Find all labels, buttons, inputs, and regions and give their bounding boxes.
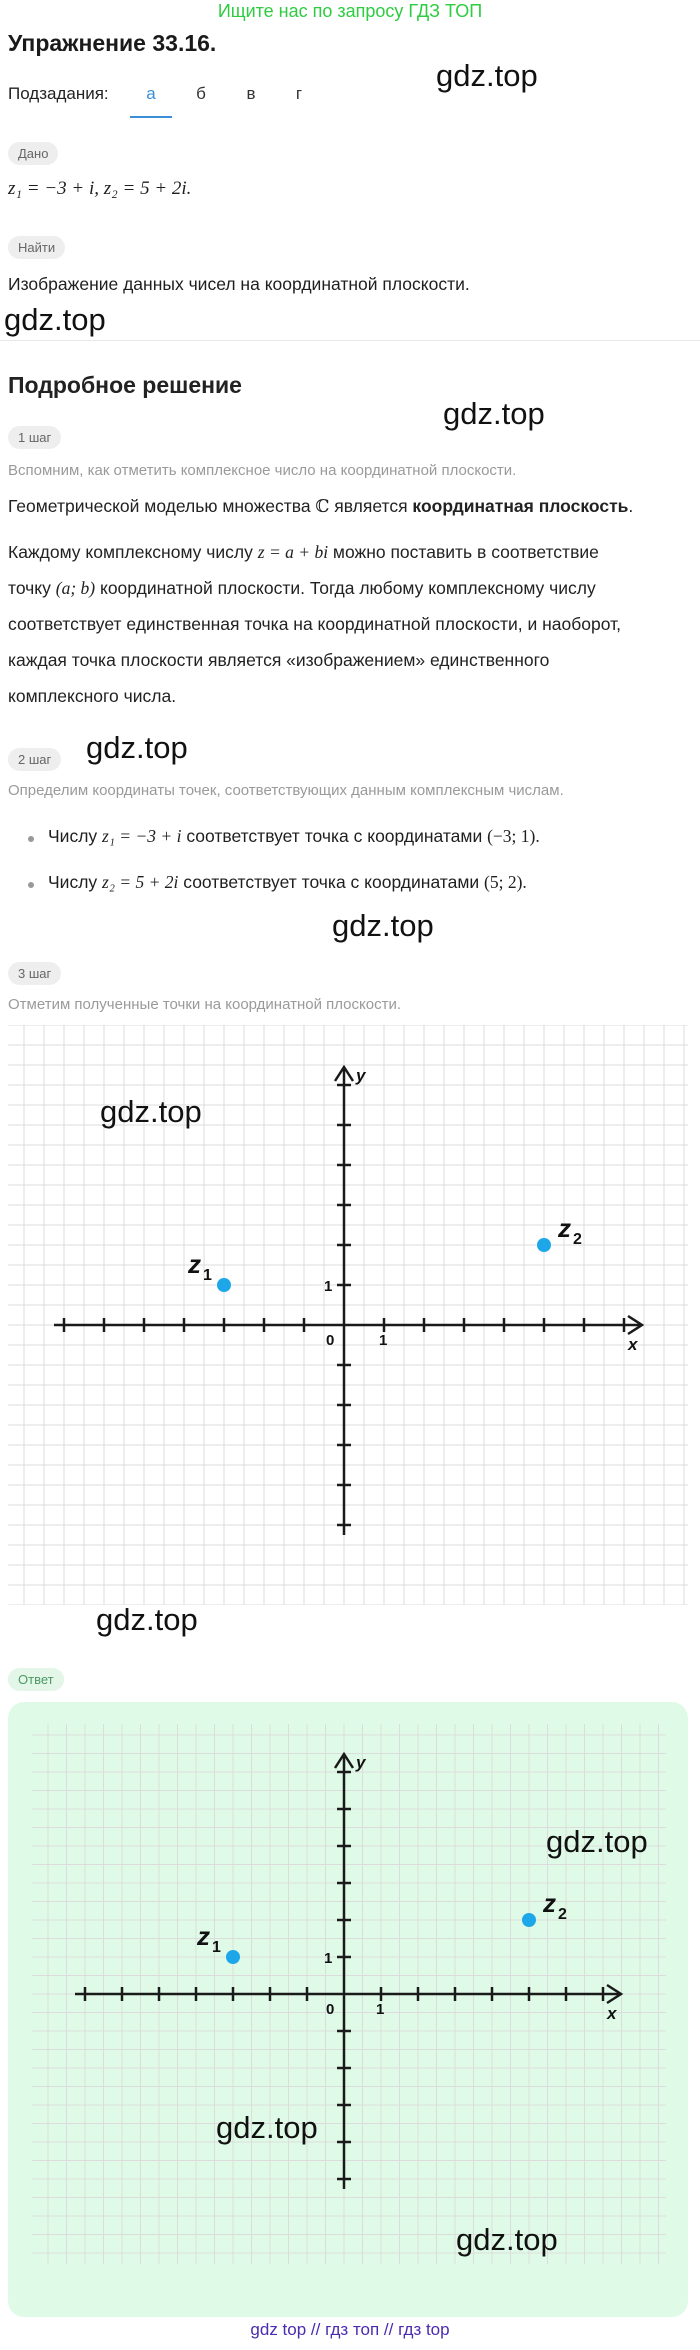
active-tab-indicator <box>130 116 172 118</box>
point-label-z1: z <box>197 1921 210 1951</box>
point-label-z2: z <box>543 1888 556 1918</box>
tab-g[interactable]: г <box>295 84 303 103</box>
watermark: gdz.top <box>443 396 545 431</box>
step1-hint: Вспомним, как отметить комплексное число на координатной плоскости. <box>8 462 517 479</box>
watermark: gdz.top <box>456 2222 558 2257</box>
subtasks-label: Подзадания: <box>8 84 109 103</box>
watermark: gdz.top <box>100 1094 202 1129</box>
step2-hint: Определим координаты точек, соответствующих данным комплексным числам. <box>8 782 564 799</box>
answer-coordinate-plane <box>32 1724 666 2264</box>
step1-badge: 1 шаг <box>8 426 61 449</box>
point-label-z2: z <box>558 1213 571 1243</box>
x-unit-label: 1 <box>379 1332 388 1349</box>
solution-title: Подробное решение <box>8 372 242 398</box>
y-axis-label: y <box>356 1066 366 1085</box>
watermark: gdz.top <box>436 58 538 93</box>
x-unit-label: 1 <box>376 2001 385 2018</box>
watermark: gdz.top <box>546 1824 648 1859</box>
step3-badge: 3 шаг <box>8 962 61 985</box>
watermark: gdz.top <box>4 302 106 337</box>
divider <box>0 340 700 341</box>
x-axis-label: x <box>607 2004 617 2023</box>
footer-links[interactable]: gdz top // гдз топ // гдз top <box>250 2320 450 2339</box>
point-label-z1: z <box>188 1249 201 1279</box>
step2-badge: 2 шаг <box>8 748 61 771</box>
point-label-sub-z1: 1 <box>212 1939 221 1956</box>
point-label-sub-z2: 2 <box>558 1906 567 1923</box>
answer-badge: Ответ <box>8 1668 64 1691</box>
tab-v[interactable]: в <box>246 84 256 103</box>
find-text: Изображение данных чисел на координатной плоскости. <box>8 274 470 294</box>
step1-paragraph1: Геометрической моделью множества ℂ является координатная плоскость. <box>8 496 634 516</box>
point-label-sub-z2: 2 <box>573 1231 582 1248</box>
y-axis-label: y <box>356 1753 366 1772</box>
bullet-dot <box>28 836 34 842</box>
point-z1 <box>217 1278 231 1292</box>
tab-b[interactable]: б <box>196 84 206 103</box>
point-z1 <box>226 1950 240 1964</box>
step1-paragraph2: Каждому комплексному числу z = a + bi можно поставить в соответствие точку (a; b) координатной плоскости. Тогда любому комплексному числу соответствует единственная точка на координатной плоскости, и наоборот, каждая точка плоскости является «изображением» единственного комплексного числа. <box>8 542 622 706</box>
tab-a[interactable]: а <box>146 84 156 103</box>
origin-label: 0 <box>326 1332 335 1349</box>
point-label-sub-z1: 1 <box>203 1267 212 1284</box>
watermark: gdz.top <box>332 908 434 943</box>
origin-label: 0 <box>326 2001 335 2018</box>
watermark: gdz.top <box>96 1602 198 1637</box>
page-title: Упражнение 33.16. <box>8 30 217 56</box>
y-unit-label: 1 <box>324 1278 333 1295</box>
find-badge: Найти <box>8 236 65 259</box>
x-axis-label: x <box>628 1335 638 1354</box>
step2-item1: Числу z₁ = −3 + i соответствует точка с координатами (−3; 1). <box>48 826 540 846</box>
y-unit-label: 1 <box>324 1950 333 1967</box>
watermark: gdz.top <box>86 730 188 765</box>
given-badge: Дано <box>8 142 58 165</box>
watermark: gdz.top <box>216 2110 318 2145</box>
bullet-dot <box>28 882 34 888</box>
step2-item2: Числу z₂ = 5 + 2i соответствует точка с координатами (5; 2). <box>48 872 527 892</box>
search-banner[interactable]: Ищите нас по запросу ГДЗ ТОП <box>217 1 483 21</box>
point-z2 <box>537 1238 551 1252</box>
point-z2 <box>522 1913 536 1927</box>
step3-hint: Отметим полученные точки на координатной плоскости. <box>8 996 402 1013</box>
given-formula: z₁ = −3 + i, z₂ = 5 + 2i. <box>8 178 192 199</box>
